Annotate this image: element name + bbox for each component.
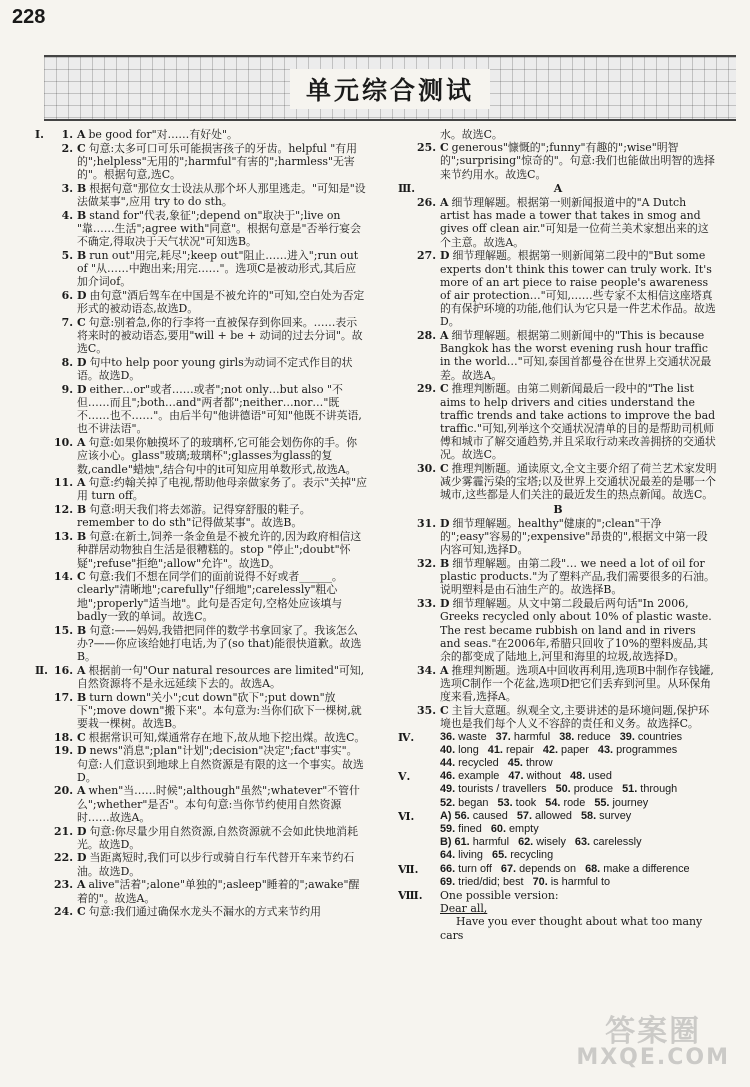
question-number: 57. (516, 809, 532, 822)
answer-word: recycled (458, 757, 499, 770)
section-number: Ⅴ. (398, 770, 411, 784)
answer-body (398, 597, 718, 663)
answer-item (35, 664, 367, 690)
fill-answers (398, 836, 718, 849)
fill-answers (398, 823, 718, 836)
answer-item (35, 878, 367, 904)
answer-item (35, 570, 367, 623)
answer-letter: A (77, 476, 86, 490)
question-number: 32. (417, 557, 436, 570)
question-number: 69. (440, 875, 456, 888)
answer-body (35, 784, 367, 824)
answer-letter: C (77, 570, 86, 584)
answer-letter: C (77, 730, 86, 744)
answer-word: fined (458, 823, 482, 836)
answer-letter: B (77, 503, 87, 517)
answer-column-right (398, 128, 718, 1058)
answer-word: harmful (472, 836, 510, 849)
answer-word: living (458, 849, 483, 862)
fill-answer-row (398, 744, 718, 757)
answer-word: rode (563, 796, 586, 809)
fill-answers (398, 770, 718, 783)
answer-item (35, 356, 367, 382)
answer-item (398, 664, 718, 704)
question-number: 17. (54, 690, 73, 704)
question-number: 29. (417, 382, 436, 396)
fill-answer-row (398, 863, 718, 876)
answer-letter: B (77, 248, 87, 262)
fill-answers (398, 810, 718, 823)
answer-word: through (640, 783, 678, 796)
question-number: 50. (555, 783, 571, 796)
answer-word: wisely (536, 836, 566, 849)
answer-word: began (458, 796, 489, 809)
fill-answers (398, 876, 718, 889)
answer-item (35, 289, 367, 315)
explanation-text: stand for"代表,象征";depend on"取决于";live on "靠……生活";agree with"同意"。根据句意是"否举行宴会不确定,得取决于天气状况"可知选B。 (77, 208, 361, 249)
question-number: 3. (61, 181, 73, 195)
answer-body (398, 249, 718, 328)
question-number: 2. (61, 141, 73, 155)
question-number: A) 56. (440, 809, 470, 822)
composition-header (398, 889, 718, 902)
question-number: 9. (61, 382, 73, 396)
question-number: 16. (54, 663, 73, 677)
question-number: 55. (594, 796, 610, 809)
answer-letter: A (77, 436, 86, 450)
answer-word: reduce (577, 730, 611, 743)
question-number: 8. (61, 355, 73, 369)
question-number: 25. (417, 141, 436, 155)
answer-letter: C (77, 141, 86, 155)
fill-answer-row (398, 731, 718, 744)
explanation-text: 句意:你尽量少用自然资源,自然资源就不会如此快地消耗光。故选D。 (77, 824, 358, 851)
answer-letter: D (440, 597, 450, 611)
answer-body (35, 624, 367, 664)
fill-answer-row (398, 810, 718, 823)
question-number: 27. (417, 249, 436, 263)
question-number: 68. (585, 862, 601, 875)
explanation-text: 句意:太多可口可乐可能损害孩子的牙齿。helpful "有用的";helpless"无用的";harmful"有害的";harmless"无害的"。根据句意,选C。 (77, 141, 358, 182)
question-number: 48. (570, 770, 586, 783)
answer-word: produce (573, 783, 614, 796)
part-label-b: B (553, 502, 563, 516)
section-number: Ⅱ. (35, 663, 48, 677)
question-number: 22. (54, 851, 73, 865)
answer-item (35, 624, 367, 664)
question-number: 4. (61, 208, 73, 222)
answer-letter: D (440, 249, 450, 263)
explanation-text: either…or"或者……或者";not only…but also "不但……而且";both…and"两者都";neither…nor…"既不……也不……"。由后半句"他讲德语"可知"他既不讲英语,也不讲法语"。 (77, 382, 362, 436)
answer-word: programmes (616, 743, 678, 756)
answer-body (35, 436, 367, 476)
fill-answer-row (398, 876, 718, 889)
answer-word: throw (525, 757, 553, 770)
answer-item (398, 329, 718, 382)
explanation-text: 细节理解题。根据第一则新闻第二段中的"But some experts don't think this tower can truly work. It's more of an art piece to raise people's awareness of air protection…"可知,……些专家不太相信这座塔真的有保护环境的功能,他们认为它只是一件艺术作品。故选D。 (440, 249, 716, 329)
question-number: 46. (440, 770, 456, 783)
question-number: 11. (54, 476, 73, 490)
answer-word: is harmful to (550, 875, 611, 888)
question-number: 41. (487, 743, 503, 756)
question-number: 14. (54, 570, 73, 584)
answer-item (35, 476, 367, 502)
answer-body (398, 664, 718, 704)
question-number: 54. (545, 796, 561, 809)
fill-answers (398, 731, 718, 744)
fill-answers (398, 849, 718, 862)
answer-letter: C (440, 382, 449, 396)
question-number: 52. (440, 796, 456, 809)
section-banner (44, 55, 736, 121)
question-number: 13. (54, 530, 73, 544)
answer-item (35, 316, 367, 356)
answer-letter: C (440, 141, 449, 155)
answer-letter: C (440, 703, 449, 717)
watermark-line2: MXQE.COM (576, 1045, 730, 1070)
answer-item (398, 557, 718, 597)
fill-answers (398, 744, 718, 757)
fill-answers (398, 863, 718, 876)
answer-letter: B (440, 557, 450, 570)
section-number: Ⅳ. (398, 730, 415, 744)
fill-answer-row (398, 836, 718, 849)
question-number: 42. (542, 743, 558, 756)
question-number: 67. (500, 862, 517, 875)
answer-letter: D (77, 288, 87, 302)
continued-text: 水。故选C。 (440, 128, 503, 141)
explanation-text: 句意:我们不想在同学们的面前说得不好或者______。clearly"清晰地";carefully"仔细地";carelessly"粗心地";properly"适当地"。此句是否定句,空格处应该填与badly一致的单词。故选C。 (77, 570, 343, 623)
section-marker-row (398, 182, 718, 195)
answer-word: depends on (519, 862, 577, 875)
fill-answer-row (398, 783, 718, 796)
answer-word: took (515, 796, 537, 809)
answer-body (398, 329, 718, 382)
answer-body (35, 570, 367, 623)
question-number: 44. (440, 757, 456, 770)
answer-body (35, 383, 367, 436)
page-number: 228 (12, 6, 46, 28)
question-number: 47. (508, 770, 524, 783)
fill-answer-row (398, 797, 718, 810)
section-number: Ⅰ. (35, 128, 44, 141)
question-number: B) 61. (440, 836, 470, 849)
section-number: Ⅶ. (398, 862, 419, 876)
explanation-text: 推理判断题。通读原文,全文主要介绍了荷兰艺术家发明减少雾霾污染的宝塔;以及世界上交通状况最差的是哪一个城市,这些都是人们关注的最近发生的热点新闻。故选C。 (440, 462, 717, 502)
watermark-logo (576, 1014, 730, 1070)
section-number: Ⅵ. (398, 809, 415, 823)
question-number: 24. (54, 905, 73, 919)
question-number: 5. (61, 248, 73, 262)
answer-body (398, 557, 718, 597)
explanation-text: 句意:我们通过确保水龙头不漏水的方式来节约用 (88, 905, 322, 919)
question-number: 65. (492, 849, 508, 862)
answer-letter: D (77, 824, 87, 838)
explanation-text: 句意:约翰关掉了电视,帮助他母亲做家务了。表示"关掉"应用 turn off。 (77, 476, 367, 503)
explanation-text: 推理判断题。由第二则新闻最后一段中的"The list aims to help drivers and cities understand the traffic trends and take actions to improve the bad traffic."可知,列举这个交通状况清单的目的是帮助司机师傅和城市了解交通趋势,并且采取行动来改善拥挤的交通状况。故选C。 (440, 382, 716, 462)
answer-word: paper (561, 743, 589, 756)
question-number: 66. (440, 862, 456, 875)
answer-body (398, 462, 718, 502)
answer-body (35, 530, 367, 570)
question-number: 62. (518, 836, 534, 849)
watermark-line1: 答案圈 (605, 1014, 702, 1049)
question-number: 70. (532, 875, 548, 888)
answer-word: journey (612, 796, 649, 809)
explanation-text: news"消息";plan"计划";decision"决定";fact"事实"。句意:人们意识到地球上自然资源是有限的这一个事实。故选D。 (77, 744, 364, 784)
fill-answers (398, 783, 718, 796)
answer-word: survey (599, 809, 632, 822)
explanation-text: turn down"关小";cut down"砍下";put down"放下";move down"搬下来"。本句意为:当你们砍下一棵树,就要栽一棵树。故选B。 (77, 690, 362, 730)
answer-body (35, 289, 367, 315)
answer-letter: D (77, 355, 87, 369)
explanation-text: 细节理解题。根据第一则新闻报道中的"A Dutch artist has made a tower that takes in smog and gives off clean air."可知是一位荷兰美术家想出来的这个主意。故选A。 (440, 196, 709, 249)
answer-body (35, 316, 367, 356)
answer-item (35, 503, 367, 529)
explanation-text: 由句意"酒后驾车在中国是不被允许的"可知,空白处为否定形式的被动语态,故选D。 (77, 288, 365, 316)
explanation-text: 细节理解题。从文中第二段最后两句话"In 2006, Greeks recycled only about 10% of plastic waste. The rest became rubbish on land and in rivers and seas."在2006年,希腊只回收了10%的塑料废品,其余的都变成了陆地上,河里和海里的垃圾,故选择D。 (440, 597, 712, 663)
answer-word: used (588, 770, 612, 783)
question-number: 38. (559, 730, 575, 743)
answer-word: waste (458, 730, 487, 743)
question-number: 63. (574, 836, 591, 849)
fill-answer-row (398, 849, 718, 862)
question-number: 23. (54, 878, 73, 892)
answer-item (398, 141, 718, 181)
answer-letter: A (77, 128, 86, 141)
answer-letter: D (77, 851, 87, 865)
explanation-text: 句中to help poor young girls为动词不定式作目的状语。故选D。 (77, 355, 353, 383)
answer-item (398, 249, 718, 328)
explanation-text: 当距离短时,我们可以步行或骑自行车代替开车来节约石油。故选D。 (77, 851, 355, 878)
answer-letter: B (77, 623, 87, 637)
answer-letter: A (440, 329, 449, 343)
explanation-text: 句意:在新土,饲养一条金鱼是不被允许的,因为政府相信这种群居动物独自生活是很糟糕的。stop "停止";doubt"怀疑";refuse"拒绝";allow"允许"。故选D。 (77, 530, 362, 570)
answer-body (35, 878, 367, 904)
answer-item (35, 530, 367, 570)
answer-letter: D (440, 516, 450, 530)
explanation-text: alive"活着";alone"单独的";asleep"睡着的";awake"醒着的"。故选A。 (77, 878, 360, 905)
composition-greeting: Dear all, (440, 902, 488, 916)
answer-word: long (458, 743, 479, 756)
answer-body (35, 825, 367, 851)
question-number: 43. (597, 743, 614, 756)
answer-body (35, 128, 367, 141)
answer-word: tried/did; best (458, 875, 524, 888)
part-label-a: A (553, 181, 563, 195)
fill-answers (398, 757, 718, 770)
answer-item (398, 597, 718, 663)
explanation-text: generous"慷慨的";funny"有趣的";wise"明智的";surprising"惊奇的"。句意:我们也能做出明智的选择来节约用水。故选C。 (440, 141, 715, 181)
answer-body (398, 196, 718, 249)
answer-body (35, 851, 367, 877)
answer-word: tourists / travellers (458, 783, 547, 796)
answer-body (35, 249, 367, 289)
explanation-text: 句意:如果你触摸坏了的玻璃杯,它可能会划伤你的手。你应该小心。glass"玻璃;玻璃杯";glasses为glass的复数,candle"蜡烛",结合句中的it可知应用单数形式,故选A。 (77, 436, 357, 476)
answer-item (35, 825, 367, 851)
question-number: 18. (54, 730, 73, 744)
answer-body (35, 691, 367, 731)
question-number: 12. (54, 503, 73, 517)
answer-body (35, 476, 367, 502)
answer-item (398, 196, 718, 249)
section-number: Ⅷ. (398, 889, 423, 903)
explanation-text: 句意:别着急,你的行李将一直被保存到你回来。……表示将来时的被动语态,要用"will + be + 动词的过去分词"。故选C。 (77, 315, 363, 356)
answer-item (35, 744, 367, 784)
answer-letter: A (440, 196, 449, 210)
answer-word: turn off (458, 862, 492, 875)
question-number: 31. (417, 516, 436, 530)
answer-body (35, 503, 367, 529)
question-number: 60. (490, 823, 506, 836)
composition-text: Have you ever thought about what too many cars (440, 915, 703, 942)
answer-word: caused (472, 809, 508, 822)
answer-letter: A (77, 784, 86, 798)
question-number: 51. (622, 783, 638, 796)
answer-letter: B (77, 530, 87, 544)
answer-letter: A (77, 663, 86, 677)
explanation-text: run out"用完,耗尽";keep out"阻止……进入";run out of "从……中跑出来;用完……"。选项C是被动形式,其后应加介词of。 (77, 248, 359, 289)
answer-item (35, 182, 367, 208)
question-number: 49. (440, 783, 456, 796)
answer-word: countries (637, 730, 683, 743)
answer-word: without (526, 770, 562, 783)
explanation-text: 主旨大意题。纵观全文,主要讲述的是环境问题,保护环境也是我们每个人义不容辞的责任和义务。故选择C。 (440, 703, 710, 730)
question-number: 10. (54, 436, 73, 450)
answer-word: recycling (510, 849, 554, 862)
answer-letter: B (77, 690, 87, 704)
question-number: 64. (440, 849, 456, 862)
answer-item (398, 462, 718, 502)
answer-letter: D (77, 382, 87, 396)
answer-item (35, 851, 367, 877)
question-number: 15. (54, 623, 73, 637)
answer-letter: B (77, 181, 87, 195)
answer-item (398, 382, 718, 461)
answer-body (35, 905, 367, 918)
fill-answers (398, 797, 718, 810)
question-number: 53. (497, 796, 513, 809)
answer-word: empty (509, 823, 539, 836)
question-number: 20. (54, 784, 73, 798)
explanation-text: 根据句意"那位女士设法从那个坏人那里逃走。"可知是"设法做某事",应用 try to do sth。 (77, 181, 366, 209)
composition-first-line (398, 915, 718, 941)
fill-answer-row (398, 757, 718, 770)
answer-item (35, 249, 367, 289)
question-number: 21. (54, 824, 73, 838)
answer-letter: A (440, 663, 449, 677)
question-number: 40. (440, 743, 456, 756)
explanation-text: be good for"对……有好处"。 (88, 128, 238, 141)
answer-letter: C (77, 905, 86, 919)
answer-body (398, 382, 718, 461)
question-number: 19. (54, 744, 73, 758)
question-number: 33. (417, 597, 436, 611)
explanation-text: 推理判断题。选项A中回收再利用,选项B中制作存钱罐,选项C制作一个花盆,选项D把它们丢弃到河里。从环保角度来看,选择A。 (440, 663, 714, 704)
composition-label: One possible version: (440, 889, 559, 903)
question-number: 37. (495, 730, 511, 743)
question-number: 58. (581, 809, 597, 822)
question-number: 59. (440, 823, 456, 836)
explanation-text: when"当……时候";although"虽然";whatever"不管什么";whether"是否"。本句句意:当你节约使用自然资源时……故选A。 (77, 784, 360, 824)
question-number: 34. (417, 663, 436, 677)
question-number: 45. (507, 757, 523, 770)
answer-column-left (35, 128, 367, 1058)
answer-body (35, 731, 367, 744)
answer-letter: B (77, 208, 87, 222)
answer-body (35, 182, 367, 208)
answer-body (35, 744, 367, 784)
answer-item (398, 517, 718, 557)
question-number: 6. (61, 288, 73, 302)
answer-body (35, 209, 367, 249)
page-title: 单元综合测试 (290, 69, 490, 109)
answer-item (35, 209, 367, 249)
answer-item (35, 905, 367, 918)
answer-letter: D (77, 744, 87, 758)
answer-item (35, 784, 367, 824)
explanation-text: 句意:——妈妈,我错把同伴的数学书拿回家了。我该怎么办?——你应该给她打电话,为了(so that)能很快道歉。故选B。 (77, 623, 362, 663)
question-number: 30. (417, 462, 436, 476)
answer-word: allowed (535, 809, 572, 822)
question-number: 1. (61, 128, 73, 141)
question-number: 36. (440, 730, 456, 743)
question-number: 28. (417, 329, 436, 343)
question-number: 35. (417, 703, 436, 717)
answer-letter: A (77, 878, 86, 892)
answer-word: example (458, 770, 500, 783)
answer-letter: C (440, 462, 449, 476)
explanation-text: 细节理解题。healthy"健康的";clean"干净的";easy"容易的";expensive"昂贵的",根据文中第一段内容可知,选择D。 (440, 516, 708, 557)
explanation-text: 根据常识可知,煤通常存在地下,故从地下挖出煤。故选C。 (88, 730, 366, 744)
answer-item (35, 691, 367, 731)
answer-item (35, 436, 367, 476)
answer-word: carelessly (593, 836, 642, 849)
answer-word: harmful (513, 730, 551, 743)
answer-word: repair (505, 743, 534, 756)
answer-body (35, 142, 367, 182)
answer-body (35, 356, 367, 382)
answer-word: make a difference (603, 862, 690, 875)
answer-body (35, 664, 367, 690)
fill-answer-row (398, 823, 718, 836)
explanation-text: 细节理解题。根据第二则新闻中的"This is because Bangkok has the worst evening rush hour traffic in the world…"可知,泰国首都曼谷在世界上交通状况最差。故选A。 (440, 329, 712, 382)
explanation-text: 细节理解题。由第二段"… we need a lot of oil for plastic products."为了塑料产品,我们需要很多的石油。说明塑料是由石油生产的。故选择B。 (440, 557, 715, 597)
answer-body (398, 517, 718, 557)
question-number: 26. (417, 196, 436, 210)
question-number: 7. (61, 315, 73, 329)
explanation-text: 句意:明天我们将去郊游。记得穿舒服的鞋子。remember to do sth"记得做某事"。故选B。 (77, 503, 311, 530)
answer-body (398, 704, 718, 730)
question-number: 39. (619, 730, 635, 743)
answer-item (398, 704, 718, 730)
fill-answer-row (398, 770, 718, 783)
section-number: Ⅲ. (398, 181, 416, 195)
answer-item (35, 128, 367, 141)
answer-item (35, 383, 367, 436)
answer-letter: C (77, 315, 86, 329)
answer-item (35, 142, 367, 182)
explanation-text: 根据前一句"Our natural resources are limited"可知,自然资源将不是永远延续下去的。故选A。 (77, 663, 365, 690)
answer-item (35, 731, 367, 744)
answer-body (398, 141, 718, 181)
